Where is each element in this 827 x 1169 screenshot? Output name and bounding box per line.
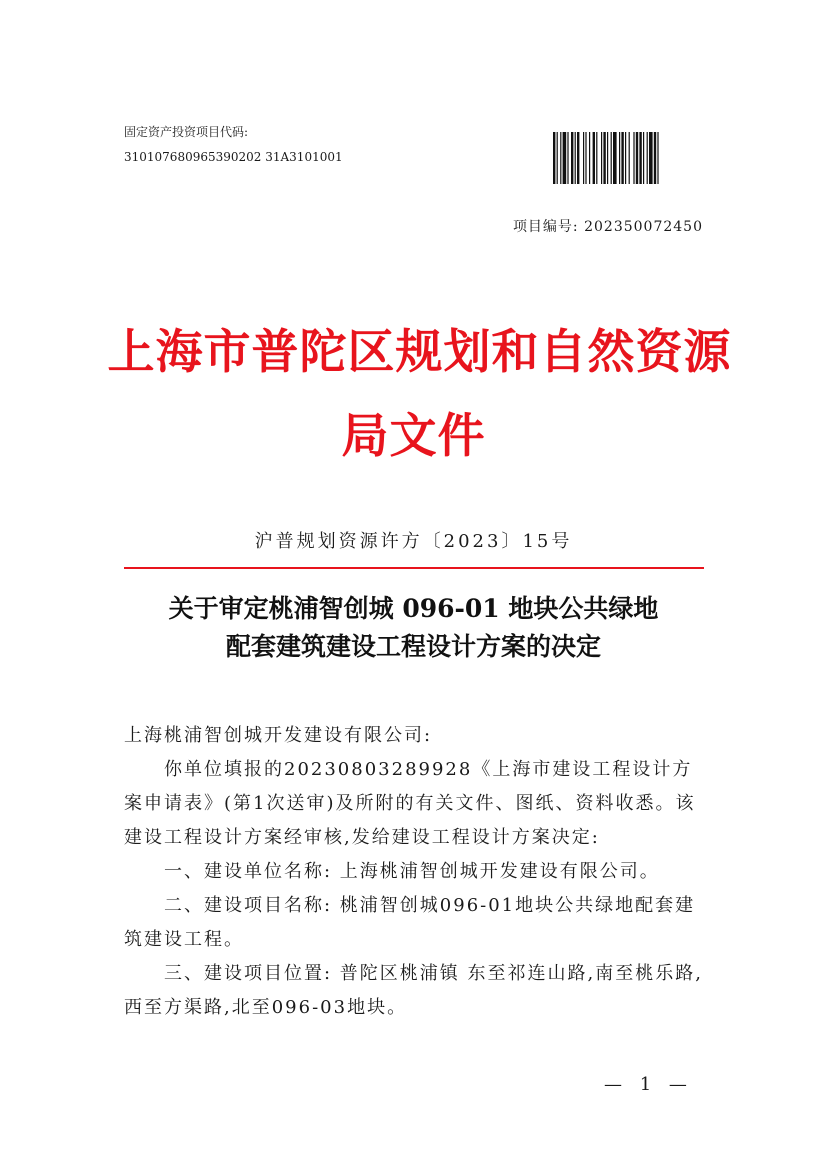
salutation: 上海桃浦智创城开发建设有限公司:: [124, 725, 433, 746]
document-number: 沪普规划资源许方〔2023〕15号: [254, 531, 573, 552]
document-title: [100, 590, 727, 666]
item-project-name: 二、建设项目名称: 桃浦智创城096-01地块公共绿地配套建筑建设工程。: [124, 895, 696, 950]
project-number: 项目编号: 202350072450: [512, 219, 703, 235]
investment-code-value: 310107680965390202 31A3101001: [124, 150, 343, 164]
page-number: — 1 —: [604, 1074, 693, 1095]
agency-header-line1: 上海市普陀区规划和自然资源: [107, 325, 732, 380]
barcode-image: [552, 132, 704, 184]
title-line2: 配套建筑建设工程设计方案的决定: [225, 632, 601, 661]
investment-code-label: 固定资产投资项目代码:: [124, 125, 249, 139]
document-body: [124, 719, 704, 1025]
red-divider: [124, 567, 704, 569]
body-paragraph: 你单位填报的20230803289928《上海市建设工程设计方案申请表》(第1次送审)及所附的有关文件、图纸、资料收悉。该建设工程设计方案经审核,发给建设工程设计方案决定:: [124, 759, 696, 848]
title-line1: 关于审定桃浦智创城 096-01 地块公共绿地: [168, 594, 659, 623]
item-project-location: 三、建设项目位置: 普陀区桃浦镇 东至祁连山路,南至桃乐路,西至方渠路,北至096-03地块。: [124, 963, 703, 1018]
agency-header-line2: 局文件: [341, 409, 486, 464]
item-developer: 一、建设单位名称: 上海桃浦智创城开发建设有限公司。: [164, 861, 660, 882]
